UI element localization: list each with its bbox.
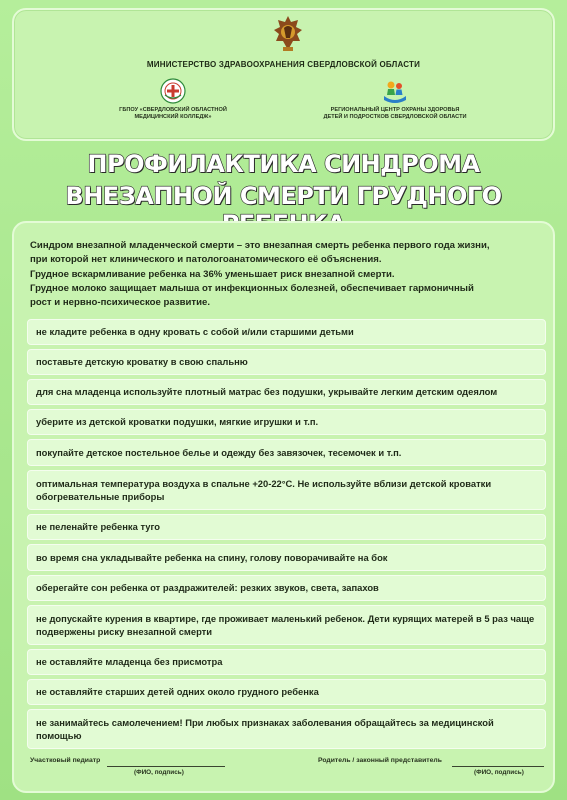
tip-item: во время сна укладывайте ребенка на спину, голову поворачивайте на бок xyxy=(27,544,546,571)
tip-item: не оставляйте старших детей одних около грудного ребенка xyxy=(27,679,546,705)
tip-item: не занимайтесь самолечением! При любых признаках заболевания обращайтесь за медицинской помощью xyxy=(27,709,546,749)
intro-line: при которой нет клинического и патологоанатомического её объяснения. xyxy=(30,254,382,266)
poster-title-line2: ВНЕЗАПНОЙ СМЕРТИ ГРУДНОГО xyxy=(65,182,502,210)
ministry-name: МИНИСТЕРСТВО ЗДРАВООХРАНЕНИЯ СВЕРДЛОВСКОЙ ОБЛАСТИ xyxy=(146,60,421,69)
parent-signature-line xyxy=(452,766,544,767)
tip-item: оберегайте сон ребенка от раздражителей: резких звуков, света, запахов xyxy=(27,575,546,601)
tip-item: не допускайте курения в квартире, где проживает маленький ребенок. Дети курящих матерей в 5 раз чаще подвержены риску внезапной смерти xyxy=(27,605,546,645)
child-health-center-logo-icon xyxy=(380,78,410,104)
org-right-line2: ДЕТЕЙ И ПОДРОСТКОВ СВЕРДЛОВСКОЙ ОБЛАСТИ xyxy=(323,114,467,120)
poster-title-line1: ПРОФИЛАКТИКА СИНДРОМА xyxy=(87,150,480,178)
tip-item: не кладите ребенка в одну кровать с собой и/или старшими детьми xyxy=(27,319,546,345)
pediatrician-label: Участковый педиатр xyxy=(30,757,101,764)
intro-line: Синдром внезапной младенческой смерти – это внезапная смерть ребенка первого года жизни, xyxy=(30,240,490,251)
intro-line: Грудное вскармливание ребенка на 36% уменьшает риск внезапной смерти. xyxy=(30,268,395,280)
intro-text xyxy=(30,239,540,310)
tip-item: оптимальная температура воздуха в спальне +20-22°С. Не используйте вблизи детской кроватки обогревательные приборы xyxy=(27,470,546,510)
parent-label: Родитель / законный представитель xyxy=(318,757,442,764)
intro-line: Грудное молоко защищает малыша от инфекционных болезней, обеспечивает гармоничный xyxy=(30,282,474,294)
pediatrician-signature-line xyxy=(107,766,225,767)
org-medical-college xyxy=(108,78,238,121)
tip-item: для сна младенца используйте плотный матрас без подушки, укрывайте легким детским одеялом xyxy=(27,379,546,405)
medical-college-logo-icon xyxy=(160,78,186,104)
tip-item: не пеленайте ребенка туго xyxy=(27,514,546,540)
tip-item: поставьте детскую кроватку в свою спальню xyxy=(27,349,546,375)
tip-item: уберите из детской кроватки подушки, мягкие игрушки и т.п. xyxy=(27,409,546,435)
coat-of-arms-icon xyxy=(271,14,305,54)
org-left-line2: МЕДИЦИНСКИЙ КОЛЛЕДЖ» xyxy=(134,114,212,120)
tip-item: не оставляйте младенца без присмотра xyxy=(27,649,546,675)
tip-item: покупайте детское постельное белье и одежду без завязочек, тесемочек и т.п. xyxy=(27,439,546,466)
org-left-line1: ГБПОУ «СВЕРДЛОВСКИЙ ОБЛАСТНОЙ xyxy=(119,107,227,113)
name-hint-right: (ФИО, подпись) xyxy=(474,769,524,776)
name-hint-left: (ФИО, подпись) xyxy=(134,769,184,776)
org-right-line1: РЕГИОНАЛЬНЫЙ ЦЕНТР ОХРАНЫ ЗДОРОВЬЯ xyxy=(330,107,460,113)
org-child-health-center xyxy=(320,78,470,121)
intro-line: рост и нервно-психическое развитие. xyxy=(30,297,210,309)
